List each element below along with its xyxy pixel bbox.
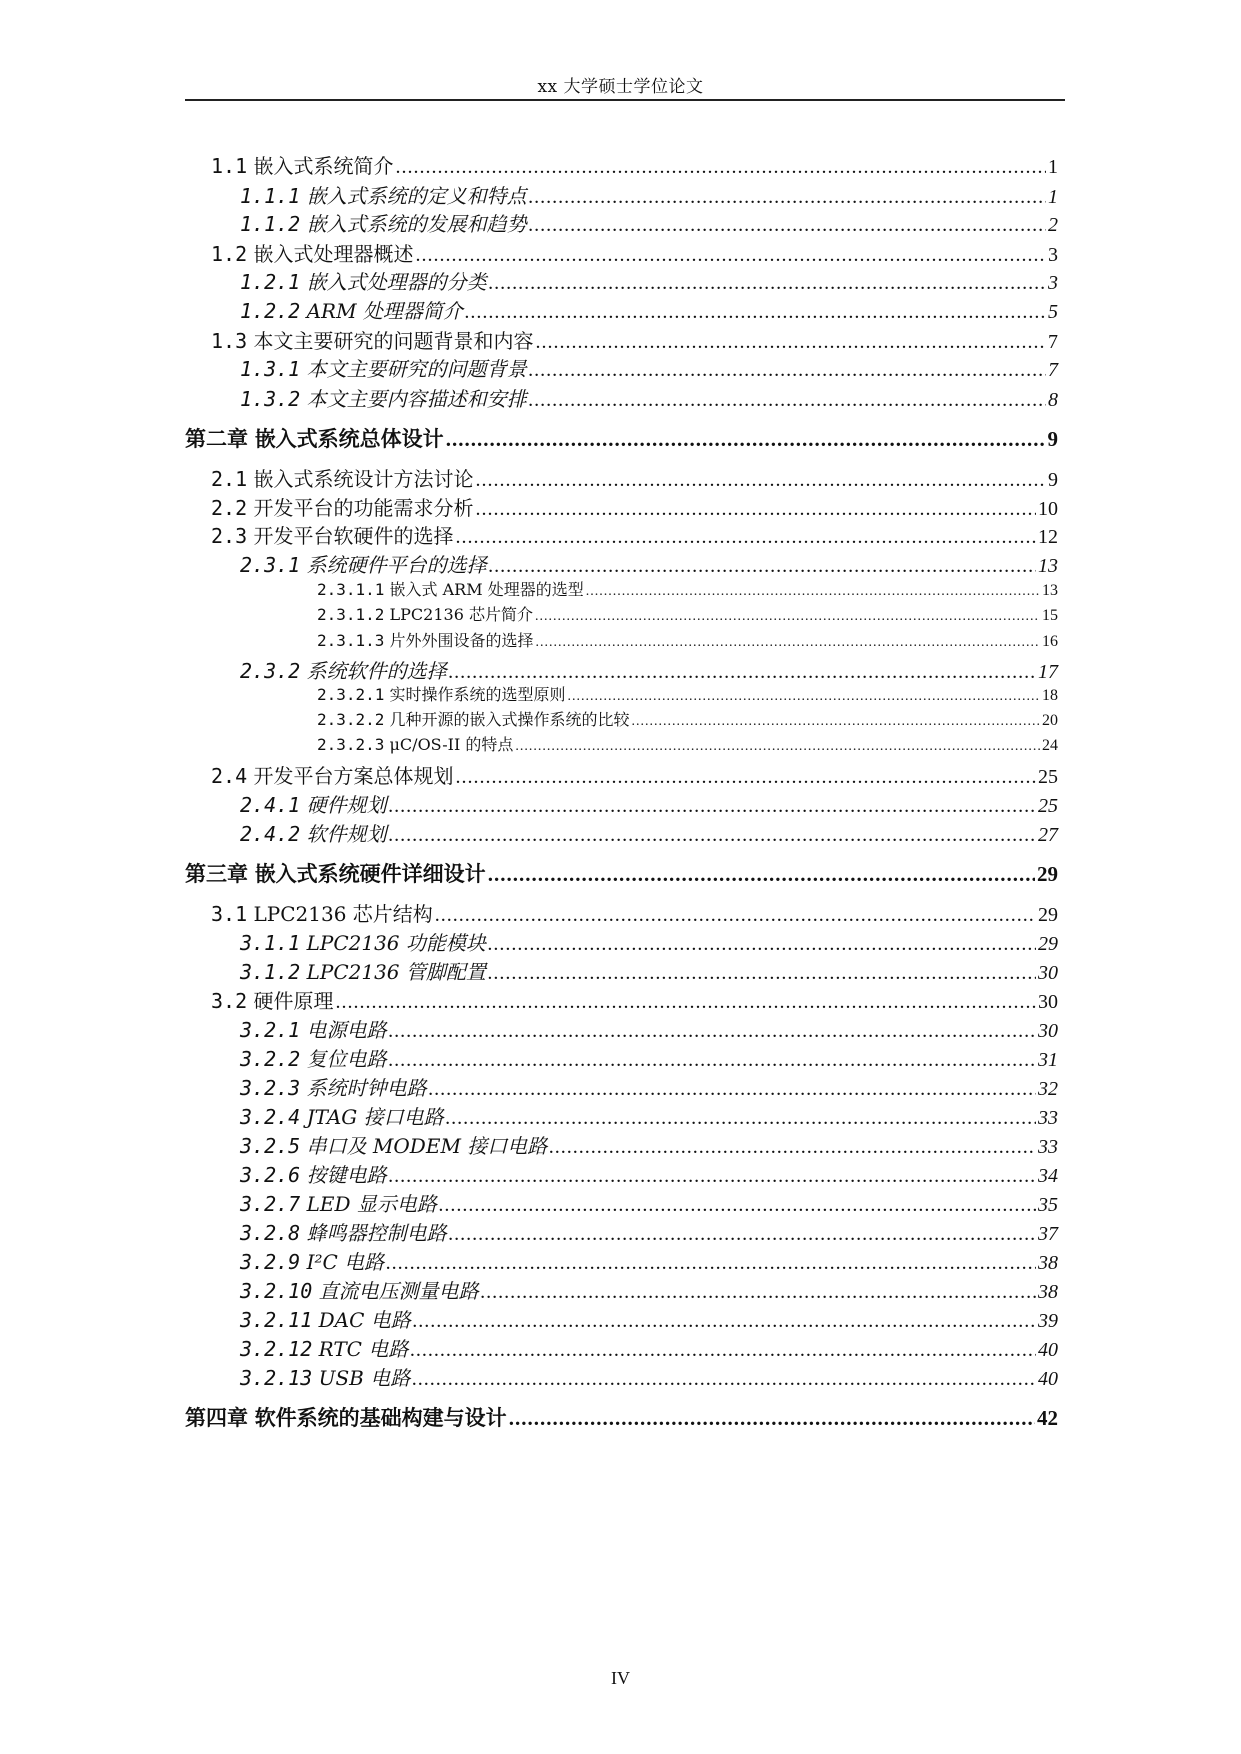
toc-entry-label [317, 707, 632, 730]
toc-entry-label [317, 732, 515, 755]
toc-entry-number: 3.2.11 [240, 1308, 313, 1332]
toc-entry-label [240, 383, 529, 412]
toc-dot-leader [481, 1281, 1036, 1304]
toc-entry-page: 25 [1038, 795, 1058, 817]
toc-entry-title: 系统时钟电路 [306, 1076, 427, 1100]
toc-entry-label [211, 238, 415, 267]
toc-entry-label [240, 789, 389, 818]
toc-entry-number: 3.2.5 [240, 1134, 301, 1158]
toc-dot-leader [389, 795, 1036, 818]
toc-entry-number: 2.3.1.2 [317, 605, 385, 624]
toc-entry-label [211, 898, 435, 927]
toc-dot-leader [455, 766, 1036, 789]
toc-entry-number: 3.2.4 [240, 1105, 301, 1129]
toc-entry-number: 3.1 [211, 902, 248, 926]
toc-entry[interactable] [185, 1246, 1058, 1275]
toc-dot-leader [529, 214, 1046, 237]
toc-entry-page: 31 [1038, 1049, 1058, 1071]
toc-entry[interactable] [185, 208, 1058, 237]
toc-entry-page: 10 [1038, 498, 1058, 520]
toc-entry-number: 2.3.1 [240, 553, 301, 577]
toc-entry-page: 29 [1037, 862, 1058, 886]
toc-entry-page: 32 [1038, 1078, 1058, 1100]
toc-dot-leader [386, 1252, 1036, 1275]
toc-entry-page: 7 [1048, 359, 1058, 381]
toc-entry-label [240, 1130, 549, 1159]
toc-entry-number: 1.1.2 [240, 212, 301, 236]
toc-entry-number: 3.2.6 [240, 1163, 301, 1187]
toc-entry-title: 片外外围设备的选择 [389, 631, 534, 650]
toc-entry-page: 38 [1038, 1281, 1058, 1303]
toc-entry[interactable] [185, 353, 1058, 382]
toc-dot-leader [395, 156, 1046, 179]
toc-entry-number: 2.3 [211, 524, 248, 548]
toc-dot-leader [535, 609, 1040, 625]
toc-entry-page: 13 [1042, 582, 1058, 599]
toc-entry-title: 嵌入式系统硬件详细设计 [254, 861, 486, 886]
toc-dot-leader [489, 555, 1036, 578]
toc-entry-label [240, 1159, 389, 1188]
toc-entry-title: LED 显示电路 [306, 1192, 437, 1216]
toc-entry[interactable] [185, 1275, 1058, 1304]
toc-entry-page: 17 [1038, 661, 1058, 683]
toc-entry-number: 2.1 [211, 467, 248, 491]
toc-dot-leader [549, 1136, 1036, 1159]
toc-entry-label [211, 520, 455, 549]
toc-entry[interactable] [185, 898, 1058, 927]
toc-entry[interactable] [185, 463, 1058, 492]
toc-entry-label [240, 549, 489, 578]
toc-entry[interactable] [185, 1014, 1058, 1043]
toc-dot-leader [586, 584, 1040, 600]
toc-dot-leader [529, 186, 1046, 209]
toc-entry[interactable] [185, 492, 1058, 521]
toc-dot-leader [449, 661, 1036, 684]
toc-entry-title: USB 电路 [318, 1366, 411, 1390]
toc-entry-label [211, 760, 455, 789]
toc-entry[interactable] [185, 655, 1058, 684]
toc-entry-number: 3.2.1 [240, 1018, 301, 1042]
toc-entry[interactable] [185, 577, 1058, 600]
toc-chapter-entry[interactable] [185, 423, 1058, 453]
toc-entry-number: 1.3 [211, 329, 248, 353]
toc-entry-page: 39 [1038, 1310, 1058, 1332]
toc-entry[interactable] [185, 520, 1058, 549]
toc-entry-title: 串口及 MODEM 接口电路 [306, 1134, 548, 1158]
toc-entry-page: 30 [1038, 962, 1058, 984]
toc-entry-page: 35 [1038, 1194, 1058, 1216]
toc-entry-title: 本文主要内容描述和安排 [306, 387, 527, 411]
toc-entry-label [240, 1072, 429, 1101]
toc-entry-number: 3.1.1 [240, 931, 301, 955]
toc-entry-page: 42 [1037, 1406, 1058, 1430]
toc-dot-leader [413, 1310, 1036, 1333]
toc-entry-label [240, 266, 489, 295]
toc-entry-title: 硬件原理 [253, 989, 334, 1013]
toc-entry-number: 第三章 [185, 861, 248, 886]
toc-entry[interactable] [185, 1217, 1058, 1246]
toc-dot-leader [389, 1020, 1036, 1043]
running-header: xx 大学硕士学位论文 [537, 77, 704, 97]
toc-entry[interactable] [185, 760, 1058, 789]
toc-entry-page: 27 [1038, 824, 1058, 846]
toc-entry-title: ARM 处理器简介 [306, 299, 463, 323]
toc-entry-page: 3 [1048, 272, 1058, 294]
toc-dot-leader [536, 635, 1040, 651]
toc-dot-leader [535, 331, 1046, 354]
toc-dot-leader [529, 389, 1046, 412]
toc-entry-number: 3.2.2 [240, 1047, 301, 1071]
toc-entry-label [240, 1188, 439, 1217]
toc-entry-label [211, 325, 535, 354]
toc-entry[interactable] [185, 1043, 1058, 1072]
toc-entry-page: 16 [1042, 633, 1058, 650]
toc-entry[interactable] [185, 927, 1058, 956]
toc-entry[interactable] [185, 789, 1058, 818]
toc-dot-leader [446, 1107, 1036, 1130]
toc-entry-number: 2.2 [211, 496, 248, 520]
toc-dot-leader [446, 427, 1046, 452]
toc-dot-leader [335, 991, 1036, 1014]
toc-entry-number: 2.4.1 [240, 793, 301, 817]
toc-entry[interactable] [185, 818, 1058, 847]
toc-entry-number: 1.2.1 [240, 270, 301, 294]
toc-dot-leader [515, 739, 1040, 755]
toc-entry[interactable] [185, 1333, 1058, 1362]
toc-entry-page: 3 [1048, 244, 1058, 266]
toc-entry[interactable] [185, 295, 1058, 324]
toc-entry-label [211, 985, 335, 1014]
toc-entry-label [240, 956, 488, 985]
toc-dot-leader [488, 862, 1035, 887]
toc-entry-number: 3.2.13 [240, 1366, 313, 1390]
toc-entry-page: 30 [1038, 1020, 1058, 1042]
toc-entry[interactable] [185, 549, 1058, 578]
toc-entry-page: 18 [1042, 687, 1058, 704]
toc-dot-leader [489, 272, 1046, 295]
toc-entry[interactable] [185, 238, 1058, 267]
toc-entry-title: 硬件规划 [306, 793, 387, 817]
toc-entry-number: 2.3.2.2 [317, 710, 385, 729]
toc-entry-number: 第四章 [185, 1405, 248, 1430]
toc-entry-label [317, 682, 568, 705]
toc-entry-page: 20 [1042, 712, 1058, 729]
toc-entry-title: 开发平台软硬件的选择 [253, 524, 454, 548]
toc-entry-title: 嵌入式系统的发展和趋势 [306, 212, 527, 236]
toc-entry[interactable] [185, 1362, 1058, 1391]
toc-entry-page: 38 [1038, 1252, 1058, 1274]
toc-chapter-entry[interactable] [185, 858, 1058, 888]
toc-entry-label [211, 492, 475, 521]
toc-entry-number: 2.4 [211, 764, 248, 788]
toc-entry-title: RTC 电路 [318, 1337, 409, 1361]
toc-entry-title: LPC2136 芯片结构 [253, 902, 433, 926]
toc-entry-page: 37 [1038, 1223, 1058, 1245]
toc-dot-leader [488, 933, 1036, 956]
toc-entry[interactable] [185, 1072, 1058, 1101]
toc-entry[interactable] [185, 956, 1058, 985]
toc-entry-page: 5 [1048, 301, 1058, 323]
toc-entry-number: 3.2.7 [240, 1192, 301, 1216]
toc-entry[interactable] [185, 180, 1058, 209]
toc-entry-number: 1.2.2 [240, 299, 301, 323]
toc-entry-title: LPC2136 芯片简介 [389, 605, 533, 624]
toc-entry-title: 几种开源的嵌入式操作系统的比较 [389, 710, 630, 729]
toc-dot-leader [389, 1049, 1036, 1072]
toc-entry-title: 系统硬件平台的选择 [306, 553, 487, 577]
toc-entry-number: 1.3.1 [240, 357, 301, 381]
toc-entry-page: 29 [1038, 933, 1058, 955]
toc-entry-title: 电源电路 [306, 1018, 387, 1042]
toc-entry[interactable] [185, 1159, 1058, 1188]
toc-entry-label [240, 1043, 389, 1072]
toc-entry-title: 嵌入式系统简介 [253, 154, 394, 178]
toc-entry-label [240, 927, 488, 956]
toc-entry-label [240, 295, 465, 324]
toc-entry[interactable] [185, 1188, 1058, 1217]
toc-entry-label [240, 1275, 481, 1304]
toc-entry-page: 29 [1038, 904, 1058, 926]
toc-entry-title: 软件系统的基础构建与设计 [254, 1405, 507, 1430]
toc-entry-title: 嵌入式系统的定义和特点 [306, 184, 527, 208]
toc-entry-number: 2.3.2 [240, 659, 301, 683]
toc-entry-label [240, 1362, 412, 1391]
toc-dot-leader [509, 1406, 1035, 1431]
toc-entry-label [240, 1101, 446, 1130]
toc-entry-number: 3.2.3 [240, 1076, 301, 1100]
toc-entry-page: 33 [1038, 1107, 1058, 1129]
toc-entry-page: 25 [1038, 766, 1058, 788]
toc-entry-title: 开发平台的功能需求分析 [253, 496, 474, 520]
toc-dot-leader [455, 526, 1036, 549]
toc-entry-number: 3.2.9 [240, 1250, 301, 1274]
toc-entry-title: 嵌入式 ARM 处理器的选型 [389, 580, 584, 599]
toc-entry-page: 7 [1048, 331, 1058, 353]
page-number: IV [611, 1668, 630, 1688]
toc-entry-label [240, 1014, 389, 1043]
toc-entry[interactable] [185, 266, 1058, 295]
toc-entry[interactable] [185, 1130, 1058, 1159]
toc-entry-title: 嵌入式系统设计方法讨论 [253, 467, 474, 491]
toc-entry-title: 直流电压测量电路 [318, 1279, 479, 1303]
toc-dot-leader [389, 824, 1036, 847]
toc-entry-title: 开发平台方案总体规划 [253, 764, 454, 788]
toc-entry-title: 软件规划 [306, 822, 387, 846]
toc-entry-page: 34 [1038, 1165, 1058, 1187]
toc-entry-label [240, 655, 449, 684]
toc-entry-page: 1 [1048, 156, 1058, 178]
toc-dot-leader [529, 359, 1046, 382]
toc-entry[interactable] [185, 732, 1058, 755]
toc-dot-leader [632, 714, 1040, 730]
toc-entry-number: 1.1.1 [240, 184, 301, 208]
toc-dot-leader [410, 1339, 1036, 1362]
toc-entry-label [211, 463, 475, 492]
toc-entry-label [185, 1402, 509, 1432]
toc-dot-leader [568, 689, 1040, 705]
toc-entry-label [185, 858, 488, 888]
header-divider [185, 99, 1065, 101]
toc-entry-label [240, 1217, 449, 1246]
toc-entry-page: 30 [1038, 991, 1058, 1013]
toc-entry-page: 9 [1047, 427, 1058, 451]
toc-entry-title: DAC 电路 [318, 1308, 411, 1332]
toc-entry-page: 8 [1048, 389, 1058, 411]
toc-dot-leader [412, 1368, 1036, 1391]
toc-dot-leader [429, 1078, 1036, 1101]
toc-dot-leader [389, 1165, 1036, 1188]
toc-entry[interactable] [185, 682, 1058, 705]
toc-entry-label [240, 180, 529, 209]
toc-entry-page: 12 [1038, 526, 1058, 548]
toc-entry-page: 2 [1048, 214, 1058, 236]
toc-entry[interactable] [185, 707, 1058, 730]
toc-entry[interactable] [185, 150, 1058, 179]
toc-entry-number: 1.2 [211, 242, 248, 266]
toc-entry-page: 1 [1048, 186, 1058, 208]
toc-entry-title: 嵌入式处理器概述 [253, 242, 414, 266]
toc-entry-number: 3.1.2 [240, 960, 301, 984]
toc-entry-page: 33 [1038, 1136, 1058, 1158]
toc-entry-number: 1.1 [211, 154, 248, 178]
toc-entry-number: 2.3.1.1 [317, 580, 385, 599]
toc-entry-title: 嵌入式系统总体设计 [254, 426, 444, 451]
toc-entry-number: 2.3.2.3 [317, 735, 385, 754]
toc-dot-leader [465, 301, 1046, 324]
toc-chapter-entry[interactable] [185, 1402, 1058, 1432]
toc-entry-title: μC/OS-II 的特点 [389, 735, 514, 754]
toc-entry-number: 3.2 [211, 989, 248, 1013]
toc-entry-title: 嵌入式处理器的分类 [306, 270, 487, 294]
toc-entry-label [317, 577, 586, 600]
toc-entry-label [240, 1333, 410, 1362]
toc-entry-number: 1.3.2 [240, 387, 301, 411]
toc-entry-number: 2.3.1.3 [317, 631, 385, 650]
toc-entry-page: 9 [1048, 469, 1058, 491]
toc-entry[interactable] [185, 1304, 1058, 1333]
toc-entry[interactable] [185, 628, 1058, 651]
toc-entry-label [240, 1304, 413, 1333]
toc-entry-title: 本文主要研究的问题背景 [306, 357, 527, 381]
toc-entry-label [240, 353, 529, 382]
toc-dot-leader [449, 1223, 1036, 1246]
toc-entry-title: 复位电路 [306, 1047, 387, 1071]
toc-entry-page: 40 [1038, 1368, 1058, 1390]
toc-dot-leader [475, 498, 1036, 521]
toc-dot-leader [435, 904, 1036, 927]
toc-entry-label [240, 818, 389, 847]
toc-entry-title: LPC2136 功能模块 [306, 931, 486, 955]
toc-entry-label [240, 208, 529, 237]
toc-entry-number: 2.4.2 [240, 822, 301, 846]
toc-entry-number: 第二章 [185, 426, 248, 451]
toc-entry-label [185, 423, 446, 453]
toc-entry-page: 15 [1042, 607, 1058, 624]
toc-dot-leader [439, 1194, 1036, 1217]
toc-entry-title: I²C 电路 [306, 1250, 385, 1274]
toc-entry[interactable] [185, 325, 1058, 354]
toc-entry-label [317, 602, 535, 625]
toc-entry[interactable] [185, 985, 1058, 1014]
toc-entry-title: 按键电路 [306, 1163, 387, 1187]
toc-entry-title: 蜂鸣器控制电路 [306, 1221, 447, 1245]
toc-dot-leader [475, 469, 1046, 492]
toc-entry-label [317, 628, 536, 651]
toc-entry-number: 3.2.8 [240, 1221, 301, 1245]
toc-entry-title: LPC2136 管脚配置 [306, 960, 486, 984]
toc-entry-title: 实时操作系统的选型原则 [389, 685, 566, 704]
toc-entry-number: 2.3.2.1 [317, 685, 385, 704]
toc-entry[interactable] [185, 1101, 1058, 1130]
toc-entry-page: 40 [1038, 1339, 1058, 1361]
toc-entry-number: 3.2.10 [240, 1279, 313, 1303]
toc-entry-title: 系统软件的选择 [306, 659, 447, 683]
toc-dot-leader [488, 962, 1036, 985]
toc-entry-title: JTAG 接口电路 [306, 1105, 444, 1129]
toc-entry[interactable] [185, 383, 1058, 412]
toc-entry-title: 本文主要研究的问题背景和内容 [253, 329, 534, 353]
toc-entry-label [240, 1246, 386, 1275]
toc-entry-number: 3.2.12 [240, 1337, 313, 1361]
toc-entry-label [211, 150, 395, 179]
toc-dot-leader [415, 244, 1046, 267]
toc-entry-page: 24 [1042, 737, 1058, 754]
toc-entry[interactable] [185, 602, 1058, 625]
toc-entry-page: 13 [1038, 555, 1058, 577]
